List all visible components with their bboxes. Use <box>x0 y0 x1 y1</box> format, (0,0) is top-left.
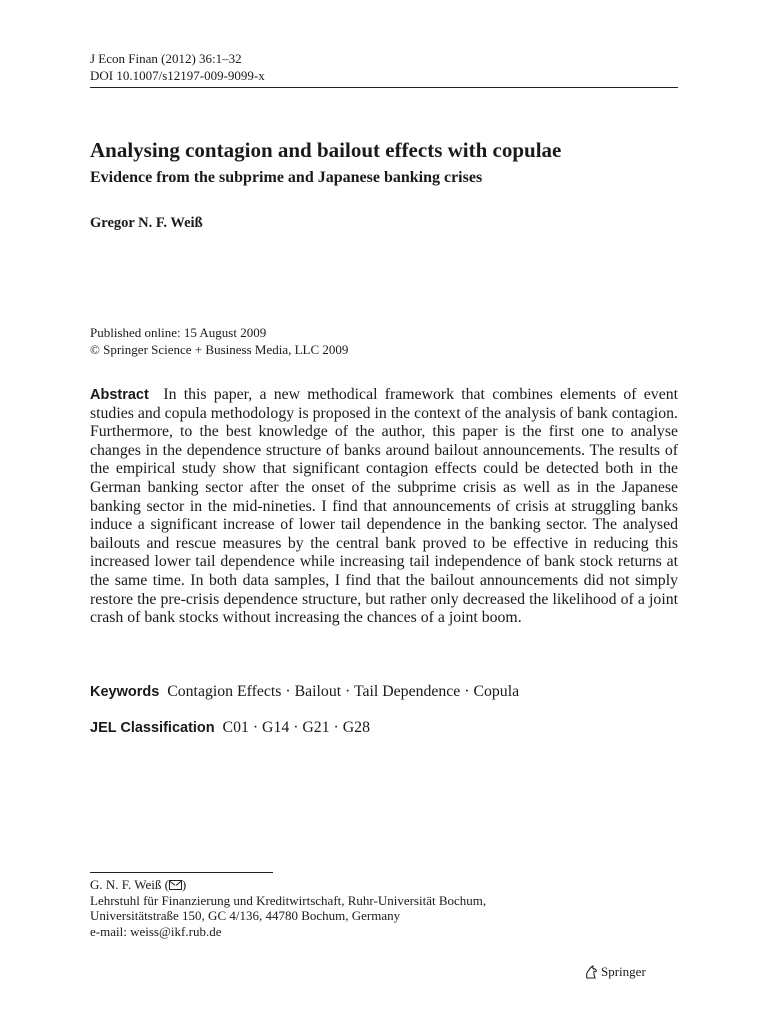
abstract <box>90 386 678 628</box>
header-divider <box>90 87 678 88</box>
jel-classification <box>90 719 370 737</box>
footnote-affiliation: Lehrstuhl für Finanzierung und Kreditwirtschaft, Ruhr-Universität Bochum, <box>90 892 487 908</box>
jel-label: JEL Classification <box>90 720 215 736</box>
keywords-text: Contagion Effects · Bailout · Tail Dependence · Copula <box>167 683 520 700</box>
journal-doi: DOI 10.1007/s12197-009-9099-x <box>90 68 265 83</box>
footnote-address: Universitätstraße 150, GC 4/136, 44780 Bochum, Germany <box>90 908 401 923</box>
envelope-icon <box>169 880 182 890</box>
copyright-notice: © Springer Science + Business Media, LLC 2009 <box>90 342 349 357</box>
jel-codes: C01 · G14 · G21 · G28 <box>222 719 370 736</box>
springer-name: Springer <box>601 964 646 979</box>
footnote-author-line <box>90 877 486 893</box>
springer-horse-icon <box>584 965 598 979</box>
article-title: Analysing contagion and bailout effects with copulae <box>90 138 562 162</box>
article-author: Gregor N. F. Weiß <box>90 215 203 231</box>
springer-logo <box>584 964 646 980</box>
keywords <box>90 683 519 701</box>
article-page <box>90 0 678 1024</box>
published-date: Published online: 15 August 2009 <box>90 325 267 340</box>
footnote-divider <box>90 872 273 873</box>
abstract-text: In this paper, a new methodical framework that combines elements of event studies and copula methodology is proposed in the context of the analysis of bank contagion. Furthermore, to the best knowledge of the author, this paper is the first one to analyse changes in the dependence structure of banks around bailout announcements. The results of the empirical study show that significant contagion effects could be detected both in the German banking sector after the onset of the subprime crisis as well as in the Japanese banking sector in the mid-nineties. I find that announcements of crisis at struggling banks induce a significant increase of lower tail dependence in the banking sector. The analysed bailouts and rescue measures by the central bank proved to be effective in reducing this increased lower tail dependence while increasing tail independence of bank stock returns at the same time. In both data samples, I find that the bailout announcements did not simply restore the pre-crisis dependence structure, but rather only decreased the likelihood of a joint crash of bank stocks without increasing the chances of a joint boom. <box>90 386 678 627</box>
journal-citation: J Econ Finan (2012) 36:1–32 <box>90 51 242 66</box>
publication-info <box>90 324 348 358</box>
keywords-label: Keywords <box>90 684 160 700</box>
article-subtitle: Evidence from the subprime and Japanese banking crises <box>90 169 483 186</box>
footnote-email[interactable]: e-mail: weiss@ikf.rub.de <box>90 923 222 939</box>
footnote-author-name: G. N. F. Weiß ( <box>90 877 169 892</box>
footnote-author-close: ) <box>181 877 187 892</box>
abstract-label: Abstract <box>90 387 149 403</box>
journal-header <box>90 50 265 84</box>
author-footnote <box>90 877 486 939</box>
